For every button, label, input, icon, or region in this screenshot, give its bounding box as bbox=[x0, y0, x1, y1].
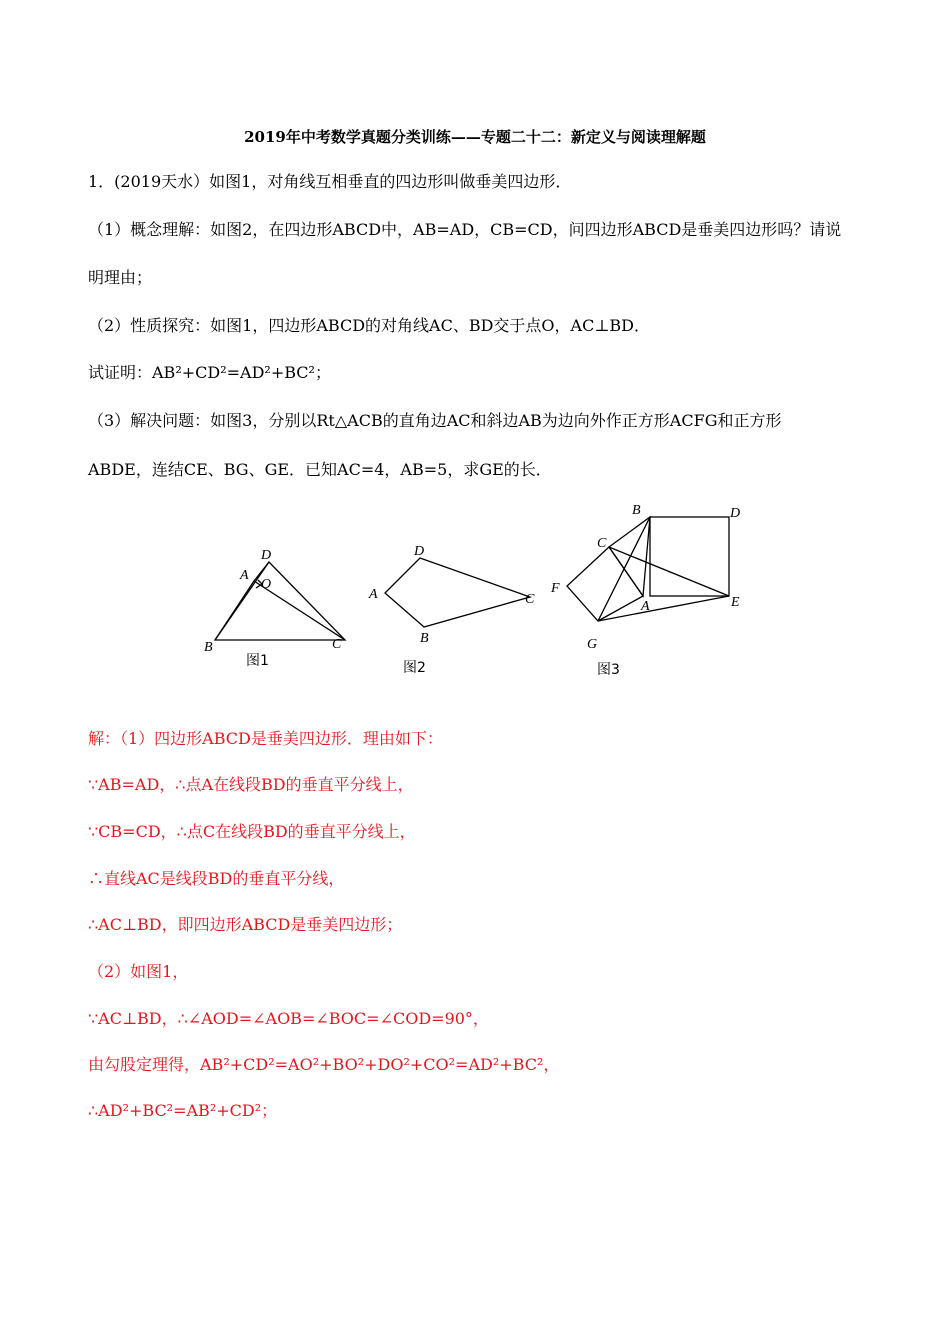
fig2-label-b: B bbox=[420, 631, 429, 646]
figures-area bbox=[195, 495, 775, 685]
problem-part1-line2: 明理由； bbox=[88, 268, 153, 287]
problem-part1-line1: （1）概念理解：如图2，在四边形ABCD中，AB=AD，CB=CD，问四边形ABCD是垂美四边形吗？请说 bbox=[88, 220, 842, 239]
fig1-label-d: D bbox=[261, 548, 272, 563]
problem-part3-line2: ABDE，连结CE、BG、GE．已知AC=4，AB=5，求GE的长． bbox=[88, 460, 552, 479]
problem-part3-line1: （3）解决问题：如图3，分别以Rt△ACB的直角边AC和斜边AB为边向外作正方形ACFG和正方形 bbox=[88, 411, 782, 430]
fig3-label-c: C bbox=[597, 536, 607, 551]
problem-intro: 1．(2019天水）如图1，对角线互相垂直的四边形叫做垂美四边形． bbox=[88, 172, 572, 191]
solution-line-8: 由勾股定理得，AB²+CD²=AO²+BO²+DO²+CO²=AD²+BC²， bbox=[88, 1055, 560, 1074]
fig3-label-e: E bbox=[731, 595, 740, 610]
problem-part2-line1: （2）性质探究：如图1，四边形ABCD的对角线AC、BD交于点O，AC⊥BD． bbox=[88, 316, 650, 335]
fig3-caption: 图3 bbox=[597, 662, 620, 678]
problem-part2-line2: 试证明：AB²+CD²=AD²+BC²； bbox=[88, 363, 331, 382]
solution-line-5: ∴AC⊥BD，即四边形ABCD是垂美四边形； bbox=[88, 915, 403, 934]
fig1-label-c: C bbox=[332, 637, 342, 652]
fig1-label-o: O bbox=[261, 577, 272, 592]
fig2-label-c: C bbox=[525, 592, 535, 607]
fig3-label-f: F bbox=[551, 581, 560, 596]
solution-line-2: ∵AB=AD，∴点A在线段BD的垂直平分线上， bbox=[88, 775, 414, 794]
solution-line-1: 解：（1）四边形ABCD是垂美四边形．理由如下： bbox=[88, 729, 443, 748]
fig1-caption: 图1 bbox=[246, 653, 269, 669]
fig3-label-g: G bbox=[587, 637, 598, 652]
figures-svg bbox=[195, 495, 775, 685]
solution-line-4: ∴直线AC是线段BD的垂直平分线， bbox=[88, 869, 345, 888]
fig2-label-a: A bbox=[369, 587, 378, 602]
fig1-label-a: A bbox=[240, 568, 249, 583]
solution-line-6: （2）如图1， bbox=[88, 962, 189, 981]
solution-line-9: ∴AD²+BC²=AB²+CD²； bbox=[88, 1101, 278, 1120]
page-title: 2019年中考数学真题分类训练——专题二十二：新定义与阅读理解题 bbox=[244, 128, 706, 146]
fig3-label-a: A bbox=[641, 599, 650, 614]
solution-line-7: ∵AC⊥BD，∴∠AOD=∠AOB=∠BOC=∠COD=90°， bbox=[88, 1009, 489, 1028]
fig2-label-d: D bbox=[414, 544, 425, 559]
figure-2 bbox=[385, 558, 530, 627]
fig2-caption: 图2 bbox=[403, 660, 426, 676]
solution-line-3: ∵CB=CD，∴点C在线段BD的垂直平分线上， bbox=[88, 822, 416, 841]
fig1-label-b: B bbox=[204, 640, 213, 655]
figure-1 bbox=[215, 562, 345, 640]
fig3-label-d: D bbox=[730, 506, 741, 521]
fig3-label-b: B bbox=[632, 503, 641, 518]
